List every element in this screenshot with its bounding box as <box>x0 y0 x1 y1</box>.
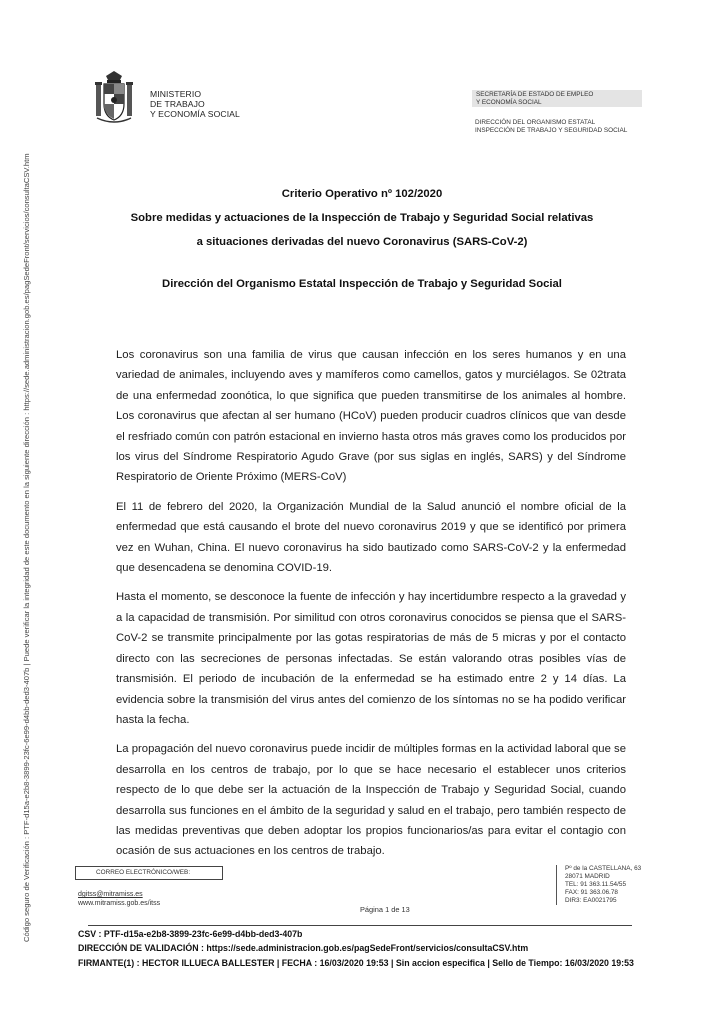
document-subtitle-line1: Sobre medidas y actuaciones de la Inspección de Trabajo y Seguridad Social relativas <box>130 212 594 224</box>
paragraph: Los coronavirus son una familia de virus que causan infección en los seres humanos y en una variedad de animales, incluyendo aves y mamíferos como camellos, gatos y murciélagos. Se 02trata de una enfermedad zoonótica, lo que significa que pueden transmitirse de los animales al hombre. Los coronavirus que afectan al ser humano (HCoV) pueden producir cuadros clínicos que van desde el resfriado común con patrón estacional en invierno hasta otros más graves como los producidos por los virus del Síndrome Respiratorio Agudo Grave (por sus siglas en inglés, SARS) y del Síndrome Respiratorio de Oriente Próximo (MERS-CoV) <box>116 349 626 484</box>
csv-code: CSV : PTF-d15a-e2b8-3899-23fc-6e99-d4bb-ded3-407b <box>78 929 303 939</box>
document-title: Criterio Operativo nº 102/2020 <box>281 188 443 200</box>
side-verification-text: Código seguro de Verificación : PTF-d15a-e2b8-3899-23fc-6e99-d4bb-ded3-407b | Puede verificar la integridad de este documento en la siguiente dirección : https://sede.administracion.gob.es/pagSedeFront/servicios/consultaCSV.htm <box>22 153 31 942</box>
direccion-label <box>475 119 627 135</box>
address-line: Pº de la CASTELLANA, 63 <box>565 865 642 872</box>
address-line: 28071 MADRID <box>565 873 610 880</box>
ministry-name <box>150 89 240 119</box>
ministry-line: Y ECONOMÍA SOCIAL <box>150 109 240 119</box>
footer-divider <box>88 925 632 926</box>
paragraph: Hasta el momento, se desconoce la fuente de infección y hay incertidumbre respecto a la gravedad y a la capacidad de transmisión. Por similitud con otros coronavirus conocidos se piensa que el SARS-CoV-2 se transmite principalmente por las gotas respiratorias de más de 5 micras y por el contacto directo con las secreciones de personas infectadas. Se están valorando otras posibles vías de transmisión. El periodo de incubación de la enfermedad se ha estimado entre 2 y 14 días. La evidencia sobre la transmisión del virus antes del comienzo de los síntomas no se ha podido verificar hasta la fecha. <box>116 591 626 726</box>
address-line: FAX: 91 363.06.78 <box>565 889 618 896</box>
page-number: Página 1 de 13 <box>360 905 410 914</box>
secretaria-label <box>472 90 642 107</box>
ministry-line: DE TRABAJO <box>150 99 205 109</box>
document-subtitle-line2: a situaciones derivadas del nuevo Coronavirus (SARS-CoV-2) <box>196 236 528 248</box>
contact-info <box>78 890 160 908</box>
address-line: TEL: 91 363.11.54/55 <box>565 881 626 888</box>
web-link[interactable]: www.mitramiss.gob.es/itss <box>78 900 161 907</box>
postal-address <box>556 865 641 905</box>
address-line: DIR3: EA0021795 <box>565 897 617 904</box>
paragraph: El 11 de febrero del 2020, la Organización Mundial de la Salud anunció el nombre oficial de la enfermedad que está causando el brote del nuevo coronavirus 2019 y que se identificó por primera vez en Wuhan, China. El nuevo coronavirus ha sido bautizado como SARS-CoV-2 y la enfermedad que desencadena se denomina COVID-19. <box>116 500 626 575</box>
secretaria-line: SECRETARÍA DE ESTADO DE EMPLEO <box>476 91 594 98</box>
secretaria-line: Y ECONOMÍA SOCIAL <box>476 99 542 106</box>
direccion-line: DIRECCIÓN DEL ORGANISMO ESTATAL <box>475 119 596 126</box>
body-text <box>116 345 626 871</box>
ministry-line: MINISTERIO <box>150 89 202 99</box>
csv-signer: FIRMANTE(1) : HECTOR ILLUECA BALLESTER | FECHA : 16/03/2020 19:53 | Sin accion especifica | Sello de Tiempo: 16/03/2020 19:53 <box>78 958 634 968</box>
csv-validation-url: DIRECCIÓN DE VALIDACIÓN : https://sede.administracion.gob.es/pagSedeFront/servicios/consultaCSV.htm <box>78 943 529 953</box>
direccion-line: INSPECCIÓN DE TRABAJO Y SEGURIDAD SOCIAL <box>475 127 628 134</box>
issuing-body: Dirección del Organismo Estatal Inspección de Trabajo y Seguridad Social <box>162 278 562 290</box>
paragraph: La propagación del nuevo coronavirus puede incidir de múltiples formas en la actividad laboral que se desarrolla en los centros de trabajo, por lo que se hace necesario el establecer unos criterios respecto de lo que debe ser la actuación de la Inspección de Trabajo y Seguridad Social, cuando desarrolla sus funciones en el ámbito de la seguridad y salud en el trabajo, pero también respecto de las medidas preventivas que deben adoptar los propios funcionarios/as para evitar el contagio con ocasión de sus actuaciones en los centros de trabajo. <box>116 743 626 858</box>
spain-coat-of-arms-icon <box>94 70 134 126</box>
contact-box-label: CORREO ELECTRÓNICO/WEB: <box>75 866 223 880</box>
email-link[interactable]: dgitss@mitramiss.es <box>78 891 143 898</box>
